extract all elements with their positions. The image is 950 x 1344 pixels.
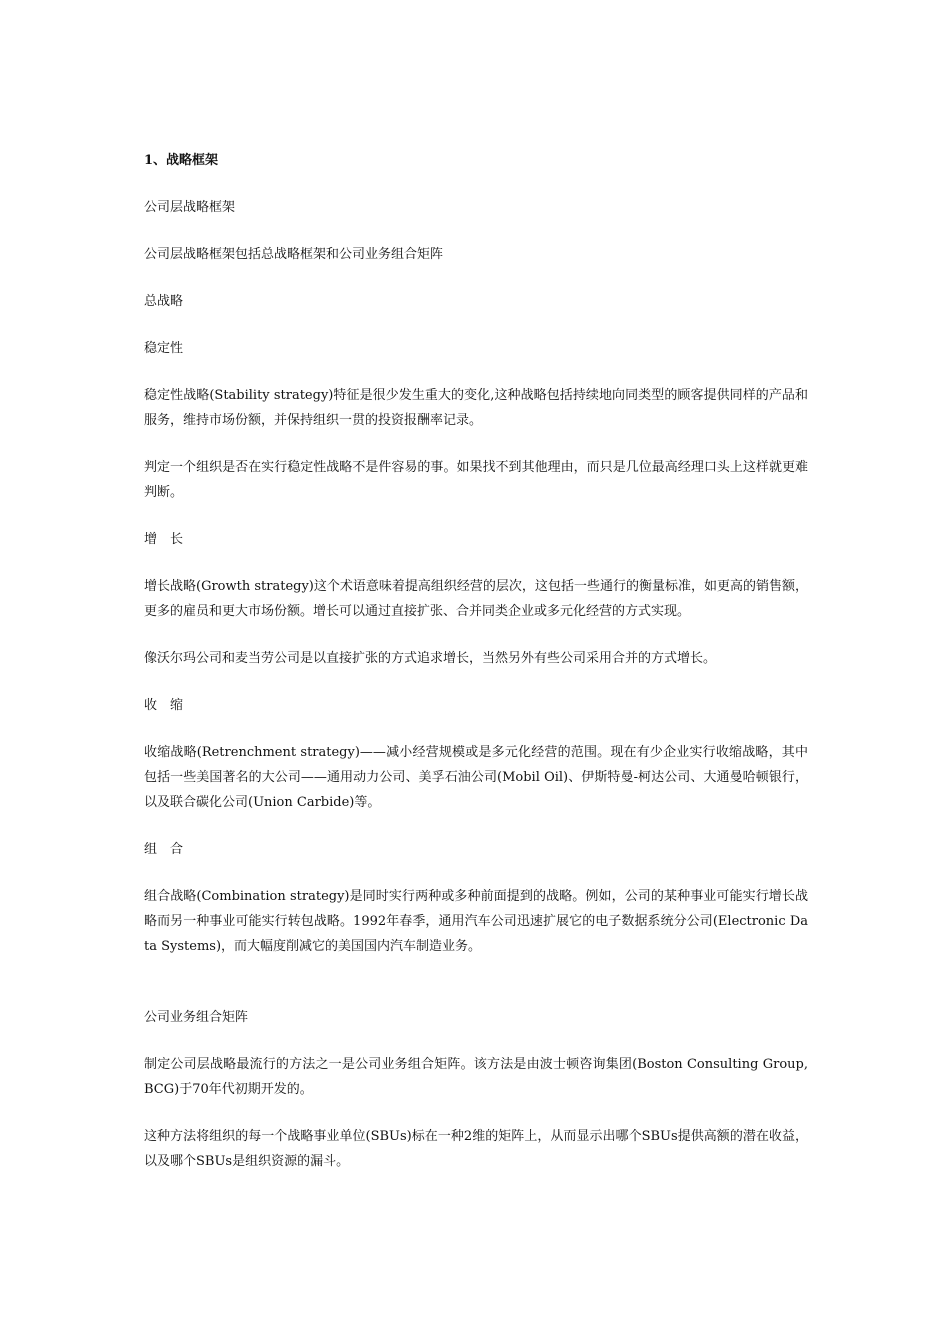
paragraph-portfolio-2: 这种方法将组织的每一个战略事业单位(SBUs)标在一种2维的矩阵上，从而显示出哪个SBUs提供高额的潜在收益，以及哪个SBUs是组织资源的漏斗。 xyxy=(144,1129,808,1169)
heading-retrenchment: 收 缩 xyxy=(144,698,184,713)
paragraph-stability-2: 判定一个组织是否在实行稳定性战略不是件容易的事。如果找不到其他理由，而只是几位最高经理口头上这样就更难判断。 xyxy=(144,460,808,500)
paragraph-growth-1: 增长战略(Growth strategy)这个术语意味着提高组织经营的层次，这包括一些通行的衡量标准，如更高的销售额，更多的雇员和更大市场份额。增长可以通过直接扩张、合并同类企业或多元化经营的方式实现。 xyxy=(144,579,808,619)
paragraph-combination: 组合战略(Combination strategy)是同时实行两种或多种前面提到的战略。例如，公司的某种事业可能实行增长战略而另一种事业可能实行转包战略。1992年春季，通用汽车公司迅速扩展它的电子数据系统分公司(Electronic Data Systems)，而大幅度削减它的美国国内汽车制造业务。 xyxy=(144,889,808,954)
heading-corporate-framework: 公司层战略框架 xyxy=(144,200,236,215)
paragraph-portfolio-1: 制定公司层战略最流行的方法之一是公司业务组合矩阵。该方法是由波士顿咨询集团(Boston Consulting Group,BCG)于70年代初期开发的。 xyxy=(144,1057,808,1097)
heading-growth: 增 长 xyxy=(144,532,184,547)
document-body xyxy=(144,148,808,1174)
heading-stability: 稳定性 xyxy=(144,341,184,356)
paragraph-retrenchment: 收缩战略(Retrenchment strategy)——减小经营规模或是多元化经营的范围。现在有少企业实行收缩战略，其中包括一些美国著名的大公司——通用动力公司、美孚石油公司(Mobil Oil)、伊斯特曼-柯达公司、大通曼哈顿银行，以及联合碳化公司(Union Carbide)等。 xyxy=(144,745,808,810)
heading-combination: 组 合 xyxy=(144,842,184,857)
paragraph-growth-2: 像沃尔玛公司和麦当劳公司是以直接扩张的方式追求增长，当然另外有些公司采用合并的方式增长。 xyxy=(144,651,717,666)
section-title: 1、战略框架 xyxy=(144,153,219,168)
heading-grand-strategy: 总战略 xyxy=(144,294,184,309)
intro-paragraph: 公司层战略框架包括总战略框架和公司业务组合矩阵 xyxy=(144,247,444,262)
paragraph-stability-1: 稳定性战略(Stability strategy)特征是很少发生重大的变化,这种战略包括持续地向同类型的顾客提供同样的产品和服务，维持市场份额，并保持组织一贯的投资报酬率记录。 xyxy=(144,388,808,428)
heading-portfolio-matrix: 公司业务组合矩阵 xyxy=(144,1010,249,1025)
